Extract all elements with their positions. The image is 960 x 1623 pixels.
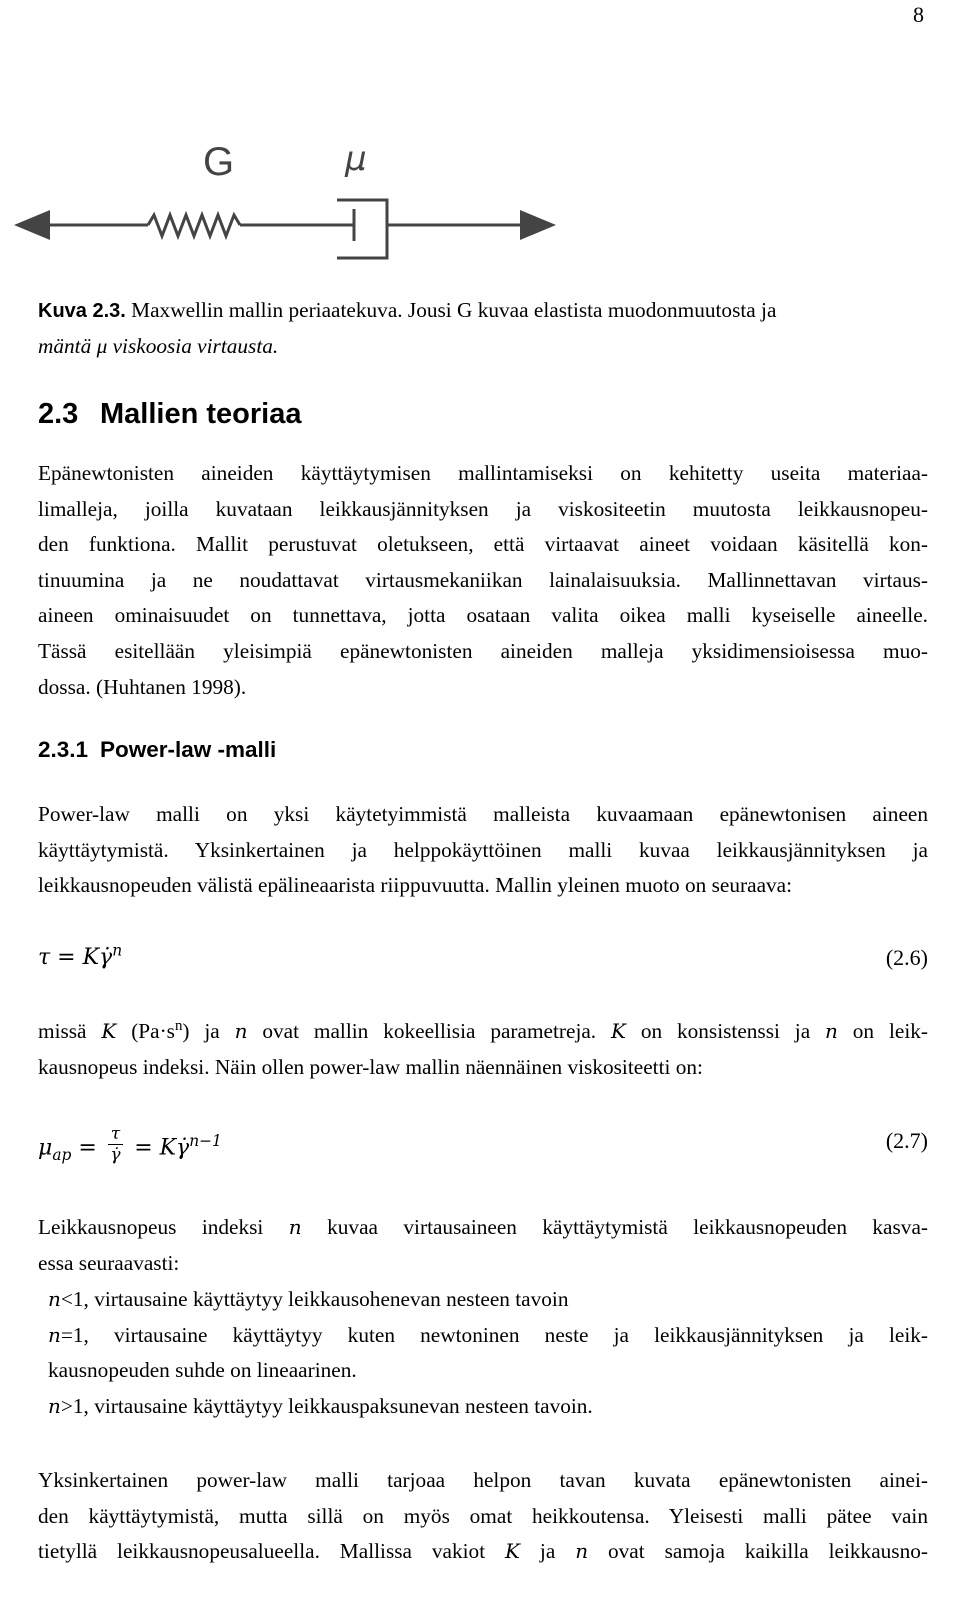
paragraph-line: tinuumina ja ne noudattavat virtausmekaniikan lainalaisuuksia. Mallinnettavan virtaus-	[38, 567, 928, 592]
paragraph-index	[38, 1210, 928, 1281]
paragraph-line: aineen ominaisuudet on tunnettava, jotta osataan valita oikea malli kyseiselle aineelle.	[38, 603, 928, 628]
equation-expression: τ = Kγ̇$^n$	[38, 941, 123, 970]
paragraph-parameters	[38, 1014, 928, 1085]
paragraph-intro	[38, 456, 928, 705]
paragraph-line: leikkausnopeuden välistä epälineaarista riippuvuutta. Mallin yleinen muoto on seuraava:	[38, 873, 793, 898]
caption-text-1: Maxwellin mallin periaatekuva. Jousi G kuvaa elastista muodonmuutosta ja	[125, 298, 777, 322]
figure-caption	[38, 293, 928, 364]
paragraph-line: missä K $(Pa\cdot s^n)$ ja n ovat mallin kokeellisia parametreja. K on konsistenssi ja n on leik-	[38, 1017, 928, 1043]
paragraph-line: käyttäytymistä. Yksinkertainen ja helppokäyttöinen malli kuvaa leikkausjännityksen ja	[38, 837, 928, 862]
paragraph-line: dossa. (Huhtanen 1998).	[38, 674, 247, 699]
equation-number: (2.6)	[885, 945, 928, 970]
paragraph-power-law	[38, 797, 928, 904]
caption-text-2: mäntä μ viskoosia virtausta.	[38, 334, 279, 358]
paragraph-line: Epänewtonisten aineiden käyttäytymisen mallintamiseksi on kehitetty useita materiaa-	[38, 461, 928, 485]
equation-number: (2.7)	[885, 1128, 928, 1153]
subsection-number: 2.3.1	[38, 737, 89, 762]
subsection-title: Power-law -malli	[100, 737, 277, 762]
list-item: n<1, virtausaine käyttäytyy leikkausohenevan nesteen tavoin	[48, 1287, 569, 1311]
caption-label: Kuva 2.3.	[38, 300, 126, 322]
paragraph-line: essa seuraavasti:	[38, 1250, 180, 1275]
spring-dashpot-line	[42, 200, 530, 258]
left-arrow-icon	[14, 210, 50, 240]
paragraph-line: den käyttäytymistä, mutta sillä on myös omat heikkoutensa. Yleisesti malli pätee vain	[38, 1503, 928, 1528]
paragraph-limitations	[38, 1463, 928, 1570]
equation-2-6	[38, 941, 928, 993]
dashpot-label: μ	[345, 139, 367, 179]
spring-label: G	[203, 140, 235, 184]
flow-behavior-list	[48, 1282, 928, 1424]
list-item-continuation: kausnopeuden suhde on lineaarinen.	[48, 1358, 357, 1383]
paragraph-line: limalleja, joilla kuvataan leikkausjännityksen ja viskositeetin muutosta leikkausnopeu-	[38, 496, 928, 521]
paragraph-line: Yksinkertainen power-law malli tarjoaa helpon tavan kuvata epänewtonisten ainei-	[38, 1468, 928, 1492]
paragraph-line: Power-law malli on yksi käytetyimmistä malleista kuvaamaan epänewtonisen aineen	[38, 802, 928, 826]
page-number: 8	[913, 2, 924, 27]
section-heading	[38, 398, 301, 431]
maxwell-model-figure	[0, 120, 960, 290]
paragraph-line: tietyllä leikkausnopeusalueella. Mallissa vakiot K ja n ovat samoja kaikilla leikkausno-	[38, 1539, 928, 1564]
list-item: n=1, virtausaine käyttäytyy kuten newtoninen neste ja leikkausjännityksen ja leik-	[48, 1322, 928, 1347]
section-number: 2.3	[38, 398, 79, 430]
right-arrow-icon	[520, 210, 556, 240]
paragraph-line: Tässä esitellään yleisimpiä epänewtonisten aineiden malleja yksidimensioisessa muo-	[38, 638, 928, 663]
list-item: n>1, virtausaine käyttäytyy leikkauspaksunevan nesteen tavoin.	[48, 1393, 593, 1418]
equation-expression: $\mu_{ap}$ = $\frac{\tau}{\gammȧ}$ = Kγ̇$^{n-1}$	[38, 1124, 222, 1165]
paragraph-line: kausnopeus indeksi. Näin ollen power-law mallin näennäinen viskositeetti on:	[38, 1054, 703, 1079]
section-title: Mallien teoriaa	[100, 398, 302, 430]
equation-2-7	[38, 1122, 928, 1182]
subsection-heading	[38, 737, 276, 763]
paragraph-line: den funktiona. Mallit perustuvat oletukseen, että virtaavat aineet voidaan käsitellä kon-	[38, 532, 928, 557]
paragraph-line: Leikkausnopeus indeksi n kuvaa virtausaineen käyttäytymistä leikkausnopeuden kasva-	[38, 1215, 928, 1239]
